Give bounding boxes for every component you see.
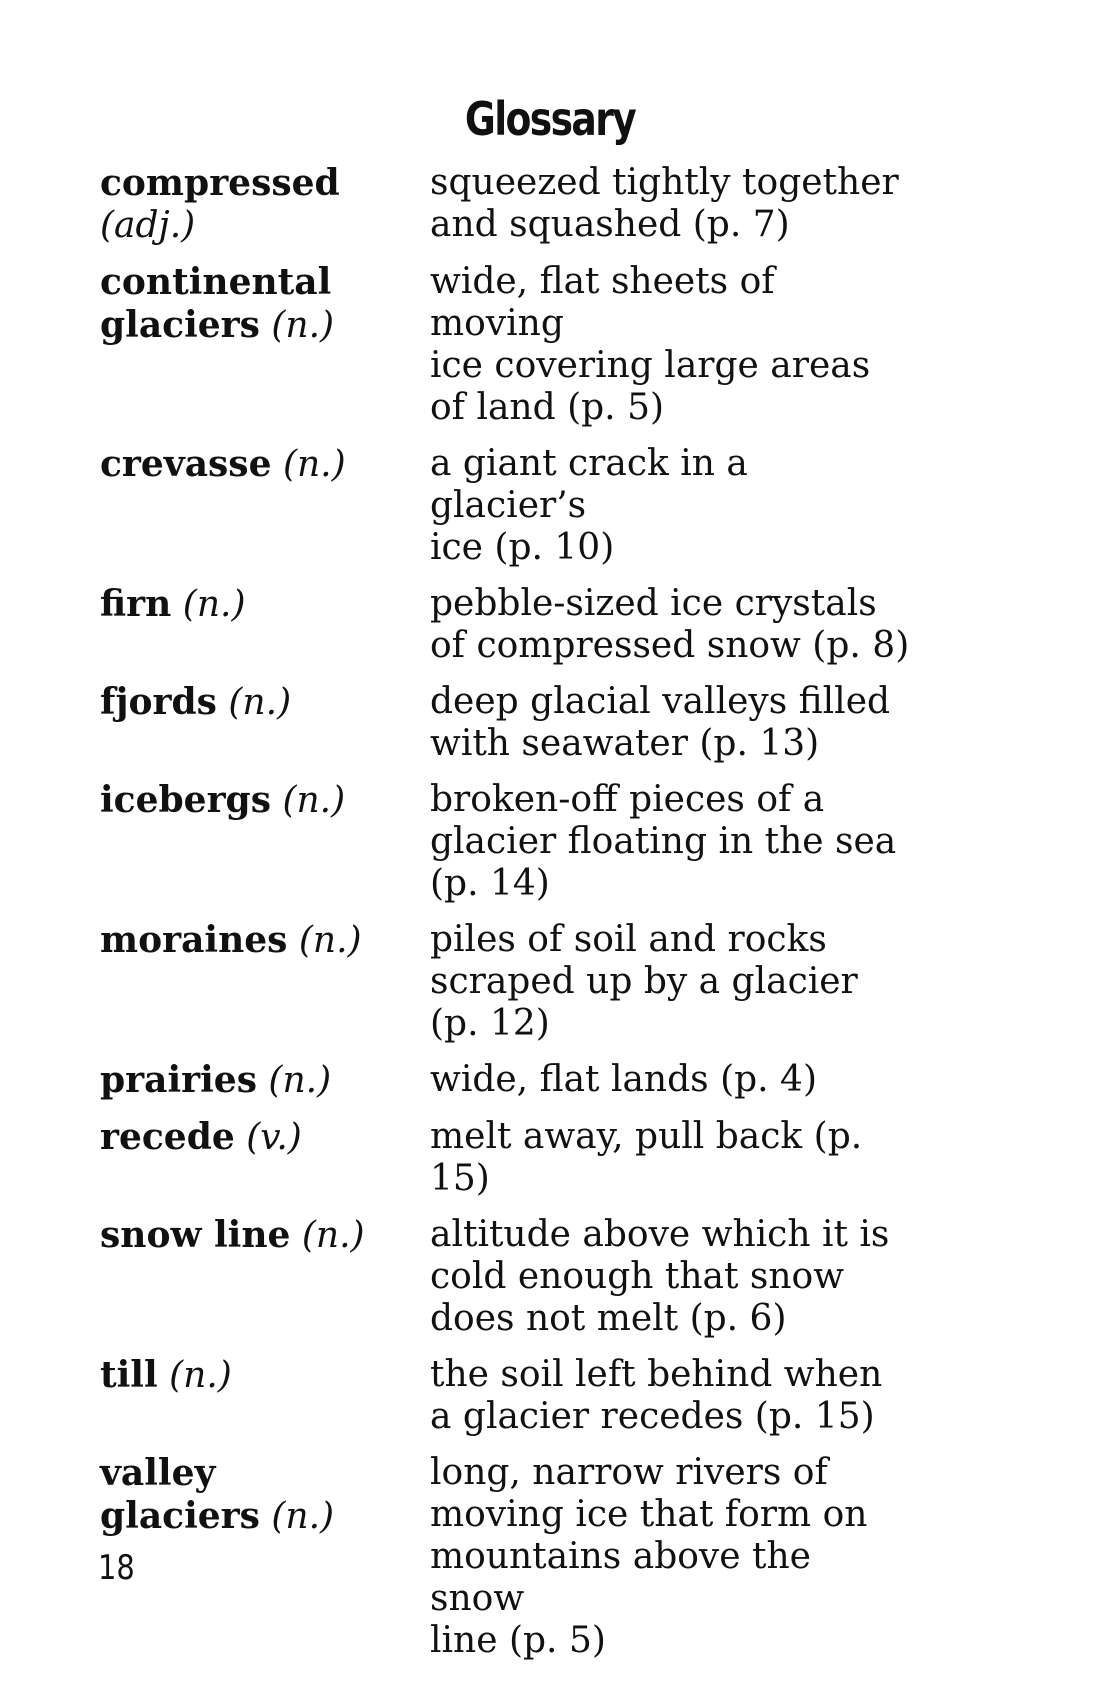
part-of-speech: (n.) [298, 920, 362, 961]
glossary-entry-moraines [100, 919, 1000, 1045]
part-of-speech: (n.) [228, 682, 292, 723]
entry-term [100, 583, 430, 667]
glossary-entry-snow-line [100, 1214, 1000, 1340]
part-of-speech: (n.) [282, 780, 346, 821]
term-word: valley glaciers [100, 1452, 260, 1537]
entry-term [100, 162, 430, 247]
part-of-speech: (v.) [246, 1117, 302, 1158]
entry-definition: altitude above which it is cold enough that snow does not melt (p. 6) [430, 1214, 890, 1339]
term-word: fjords [100, 681, 217, 723]
entry-definition: broken-off pieces of a glacier floating in the sea (p. 14) [430, 779, 897, 904]
glossary-entry-valley-glaciers [100, 1452, 1000, 1662]
entry-definition: piles of soil and rocks scraped up by a glacier (p. 12) [430, 919, 858, 1044]
entry-definition: deep glacial valleys filled with seawater (p. 13) [430, 681, 891, 764]
glossary-list [100, 162, 1000, 1676]
part-of-speech: (n.) [301, 1215, 365, 1256]
term-word: firn [100, 583, 172, 625]
entry-definition: long, narrow rivers of moving ice that form on mountains above the snow line (p. 5) [430, 1452, 868, 1661]
term-word: continental glaciers [100, 261, 332, 346]
entry-term [100, 1059, 430, 1102]
glossary-entry-prairies [100, 1059, 1000, 1102]
entry-term [100, 1116, 430, 1200]
part-of-speech: (n.) [169, 1355, 232, 1396]
term-word: recede [100, 1116, 235, 1158]
part-of-speech: (n.) [271, 305, 335, 346]
entry-definition: a giant crack in a glacier’s ice (p. 10) [430, 443, 748, 568]
glossary-entry-fjords [100, 681, 1000, 765]
glossary-entry-icebergs [100, 779, 1000, 905]
entry-term [100, 779, 430, 905]
term-word: prairies [100, 1059, 257, 1101]
glossary-entry-recede [100, 1116, 1000, 1200]
part-of-speech: (n.) [268, 1060, 332, 1101]
glossary-entry-firn [100, 583, 1000, 667]
entry-term [100, 919, 430, 1045]
entry-definition: the soil left behind when a glacier recedes (p. 15) [430, 1354, 883, 1437]
entry-definition: pebble-sized ice crystals of compressed snow (p. 8) [430, 583, 910, 666]
part-of-speech: (n.) [182, 584, 246, 625]
glossary-entry-crevasse [100, 443, 1000, 569]
entry-definition: squeezed tightly together and squashed (p. 7) [430, 162, 899, 245]
entry-term [100, 261, 430, 429]
term-word: till [100, 1354, 158, 1396]
part-of-speech: (adj.) [100, 205, 196, 246]
glossary-entry-till [100, 1354, 1000, 1438]
entry-term [100, 443, 430, 569]
page-number: 18 [98, 1548, 135, 1588]
entry-definition: wide, flat lands (p. 4) [430, 1059, 817, 1100]
term-word: crevasse [100, 443, 272, 485]
entry-term [100, 1354, 430, 1438]
glossary-entry-continental-glaciers [100, 261, 1000, 429]
entry-term [100, 1214, 430, 1340]
entry-term [100, 681, 430, 765]
term-word: snow line [100, 1214, 291, 1256]
entry-definition: melt away, pull back (p. 15) [430, 1116, 863, 1199]
page-title: Glossary [464, 92, 636, 146]
part-of-speech: (n.) [282, 444, 346, 485]
entry-term [100, 1452, 430, 1662]
term-word: moraines [100, 919, 288, 961]
term-word: compressed [100, 162, 340, 204]
glossary-entry-compressed [100, 162, 1000, 247]
term-word: icebergs [100, 779, 271, 821]
part-of-speech: (n.) [271, 1496, 335, 1537]
entry-definition: wide, flat sheets of moving ice covering large areas of land (p. 5) [430, 261, 871, 428]
